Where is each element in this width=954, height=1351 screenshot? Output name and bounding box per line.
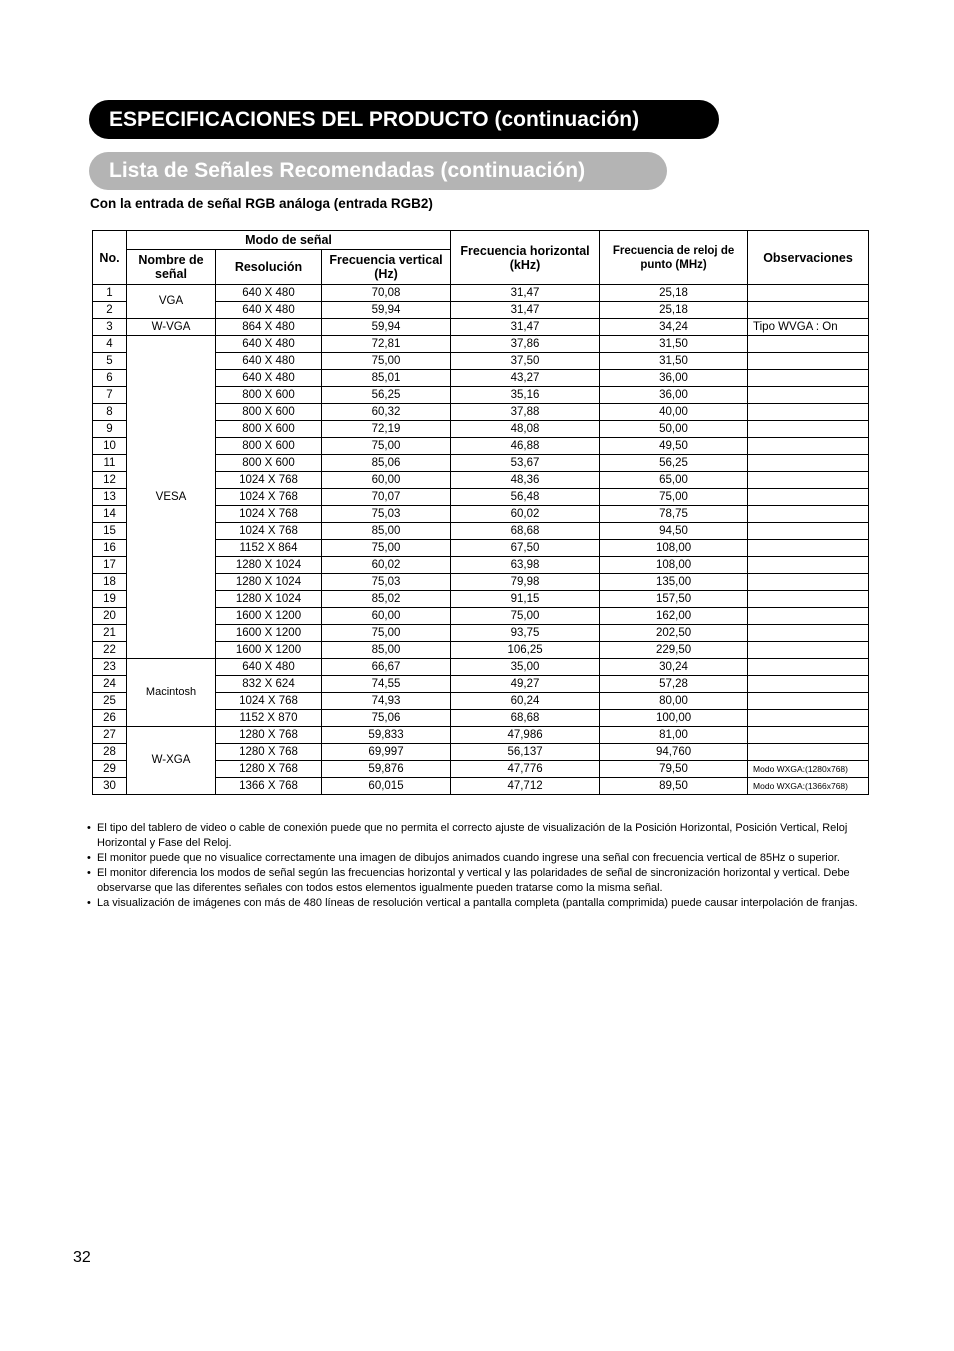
cell-resolution: 864 X 480 — [216, 319, 322, 336]
cell-resolution: 1152 X 864 — [216, 540, 322, 557]
cell-clock: 80,00 — [600, 693, 748, 710]
cell-no: 2 — [93, 302, 127, 319]
cell-resolution: 1280 X 1024 — [216, 591, 322, 608]
cell-vfreq: 85,00 — [322, 523, 451, 540]
cell-no: 10 — [93, 438, 127, 455]
table-row — [93, 727, 869, 744]
signal-table — [92, 230, 869, 795]
cell-hfreq: 106,25 — [451, 642, 600, 659]
note-text: El tipo del tablero de video o cable de conexión puede que no permita el correcto ajuste de visualización de la Posición Horizontal, Posición Vertical, Reloj Horizontal y Fase del Reloj. — [97, 822, 848, 849]
cell-no: 21 — [93, 625, 127, 642]
cell-hfreq: 37,86 — [451, 336, 600, 353]
cell-resolution: 1600 X 1200 — [216, 625, 322, 642]
cell-hfreq: 47,986 — [451, 727, 600, 744]
bullet-icon: • — [87, 897, 91, 909]
cell-clock: 108,00 — [600, 540, 748, 557]
cell-hfreq: 46,88 — [451, 438, 600, 455]
cell-vfreq: 75,00 — [322, 625, 451, 642]
cell-hfreq: 63,98 — [451, 557, 600, 574]
cell-clock: 78,75 — [600, 506, 748, 523]
cell-hfreq: 68,68 — [451, 710, 600, 727]
section-title: ESPECIFICACIONES DEL PRODUCTO (continuación) — [109, 107, 640, 131]
cell-clock: 94,760 — [600, 744, 748, 761]
cell-no: 3 — [93, 319, 127, 336]
header-hfreq: Frecuencia horizontal (kHz) — [451, 231, 600, 285]
cell-no: 6 — [93, 370, 127, 387]
cell-vfreq: 75,00 — [322, 438, 451, 455]
cell-resolution: 832 X 624 — [216, 676, 322, 693]
cell-notes: Modo WXGA:(1280x768) — [748, 761, 869, 778]
cell-hfreq: 31,47 — [451, 285, 600, 302]
cell-signal-name: VGA — [127, 285, 216, 319]
cell-notes — [748, 455, 869, 472]
cell-hfreq: 56,48 — [451, 489, 600, 506]
cell-clock: 50,00 — [600, 421, 748, 438]
cell-no: 13 — [93, 489, 127, 506]
header-notes: Observaciones — [748, 231, 869, 285]
cell-clock: 79,50 — [600, 761, 748, 778]
cell-clock: 89,50 — [600, 778, 748, 795]
cell-hfreq: 47,776 — [451, 761, 600, 778]
cell-notes — [748, 591, 869, 608]
cell-no: 7 — [93, 387, 127, 404]
cell-hfreq: 60,02 — [451, 506, 600, 523]
cell-vfreq: 70,08 — [322, 285, 451, 302]
cell-resolution: 640 X 480 — [216, 285, 322, 302]
cell-no: 29 — [93, 761, 127, 778]
cell-notes — [748, 744, 869, 761]
cell-no: 11 — [93, 455, 127, 472]
cell-clock: 31,50 — [600, 336, 748, 353]
cell-resolution: 1024 X 768 — [216, 693, 322, 710]
cell-hfreq: 31,47 — [451, 319, 600, 336]
cell-no: 19 — [93, 591, 127, 608]
cell-clock: 157,50 — [600, 591, 748, 608]
cell-vfreq: 59,833 — [322, 727, 451, 744]
cell-clock: 25,18 — [600, 285, 748, 302]
cell-vfreq: 72,81 — [322, 336, 451, 353]
header-no: No. — [93, 231, 127, 285]
cell-no: 18 — [93, 574, 127, 591]
cell-resolution: 800 X 600 — [216, 421, 322, 438]
cell-notes — [748, 421, 869, 438]
cell-resolution: 1280 X 768 — [216, 744, 322, 761]
cell-no: 17 — [93, 557, 127, 574]
cell-vfreq: 59,94 — [322, 319, 451, 336]
page-number: 32 — [73, 1249, 91, 1266]
note-item — [87, 851, 877, 866]
header-resolution: Resolución — [216, 250, 322, 285]
subsection-title-banner — [89, 152, 667, 190]
cell-hfreq: 48,36 — [451, 472, 600, 489]
cell-hfreq: 75,00 — [451, 608, 600, 625]
bullet-icon: • — [87, 867, 91, 879]
cell-notes — [748, 540, 869, 557]
cell-vfreq: 75,06 — [322, 710, 451, 727]
notes-list — [87, 821, 877, 911]
cell-clock: 49,50 — [600, 438, 748, 455]
cell-no: 23 — [93, 659, 127, 676]
cell-clock: 31,50 — [600, 353, 748, 370]
cell-resolution: 640 X 480 — [216, 353, 322, 370]
cell-clock: 34,24 — [600, 319, 748, 336]
cell-vfreq: 59,94 — [322, 302, 451, 319]
cell-vfreq: 85,01 — [322, 370, 451, 387]
note-item — [87, 821, 877, 851]
cell-clock: 202,50 — [600, 625, 748, 642]
cell-vfreq: 69,997 — [322, 744, 451, 761]
cell-notes — [748, 574, 869, 591]
cell-hfreq: 68,68 — [451, 523, 600, 540]
cell-resolution: 1280 X 1024 — [216, 557, 322, 574]
cell-hfreq: 37,50 — [451, 353, 600, 370]
cell-no: 16 — [93, 540, 127, 557]
cell-notes — [748, 506, 869, 523]
cell-resolution: 1152 X 870 — [216, 710, 322, 727]
cell-vfreq: 60,32 — [322, 404, 451, 421]
cell-vfreq: 60,015 — [322, 778, 451, 795]
cell-vfreq: 85,00 — [322, 642, 451, 659]
cell-clock: 40,00 — [600, 404, 748, 421]
cell-hfreq: 49,27 — [451, 676, 600, 693]
cell-hfreq: 37,88 — [451, 404, 600, 421]
cell-no: 27 — [93, 727, 127, 744]
note-text: La visualización de imágenes con más de 480 líneas de resolución vertical a pantalla completa (pantalla comprimida) puede causar interpolación de franjas. — [97, 897, 858, 909]
cell-hfreq: 91,15 — [451, 591, 600, 608]
cell-clock: 30,24 — [600, 659, 748, 676]
cell-vfreq: 60,00 — [322, 608, 451, 625]
cell-resolution: 640 X 480 — [216, 370, 322, 387]
header-signal-name: Nombre de señal — [127, 250, 216, 285]
cell-no: 1 — [93, 285, 127, 302]
cell-no: 5 — [93, 353, 127, 370]
cell-notes — [748, 353, 869, 370]
cell-resolution: 1280 X 768 — [216, 761, 322, 778]
cell-hfreq: 67,50 — [451, 540, 600, 557]
cell-clock: 94,50 — [600, 523, 748, 540]
cell-notes: Tipo WVGA : On — [748, 319, 869, 336]
cell-notes — [748, 370, 869, 387]
cell-no: 9 — [93, 421, 127, 438]
cell-notes — [748, 472, 869, 489]
cell-notes — [748, 659, 869, 676]
table-row — [93, 285, 869, 302]
cell-hfreq: 93,75 — [451, 625, 600, 642]
cell-vfreq: 59,876 — [322, 761, 451, 778]
cell-notes — [748, 404, 869, 421]
cell-vfreq: 85,06 — [322, 455, 451, 472]
cell-clock: 100,00 — [600, 710, 748, 727]
bullet-icon: • — [87, 852, 91, 864]
cell-notes — [748, 438, 869, 455]
cell-resolution: 640 X 480 — [216, 336, 322, 353]
cell-resolution: 800 X 600 — [216, 404, 322, 421]
cell-resolution: 1024 X 768 — [216, 506, 322, 523]
cell-no: 20 — [93, 608, 127, 625]
cell-clock: 25,18 — [600, 302, 748, 319]
cell-no: 24 — [93, 676, 127, 693]
cell-notes — [748, 489, 869, 506]
note-item — [87, 896, 877, 911]
cell-signal-name: W-XGA — [127, 727, 216, 795]
cell-notes — [748, 285, 869, 302]
note-item — [87, 866, 877, 896]
cell-hfreq: 43,27 — [451, 370, 600, 387]
cell-resolution: 640 X 480 — [216, 302, 322, 319]
cell-notes — [748, 336, 869, 353]
cell-notes — [748, 557, 869, 574]
header-mode-group: Modo de señal — [127, 231, 451, 250]
cell-no: 26 — [93, 710, 127, 727]
cell-vfreq: 75,00 — [322, 353, 451, 370]
cell-signal-name: W-VGA — [127, 319, 216, 336]
cell-vfreq: 74,93 — [322, 693, 451, 710]
cell-clock: 81,00 — [600, 727, 748, 744]
cell-clock: 36,00 — [600, 370, 748, 387]
cell-vfreq: 74,55 — [322, 676, 451, 693]
cell-clock: 57,28 — [600, 676, 748, 693]
note-text: El monitor diferencia los modos de señal según las frecuencias horizontal y vertical y las polaridades de señal de sincronización horizontal y vertical. Debe observarse que las diferentes señales con todos estos elementos igualmente pueden tratarse como la misma señal. — [97, 867, 850, 894]
table-heading: Con la entrada de señal RGB análoga (entrada RGB2) — [90, 196, 433, 211]
cell-no: 4 — [93, 336, 127, 353]
cell-vfreq: 56,25 — [322, 387, 451, 404]
cell-resolution: 1280 X 1024 — [216, 574, 322, 591]
cell-clock: 229,50 — [600, 642, 748, 659]
cell-resolution: 800 X 600 — [216, 387, 322, 404]
cell-notes — [748, 608, 869, 625]
cell-resolution: 800 X 600 — [216, 438, 322, 455]
note-text: El monitor puede que no visualice correctamente una imagen de dibujos animados cuando ingrese una señal con frecuencia vertical de 85Hz o superior. — [97, 852, 840, 864]
cell-no: 22 — [93, 642, 127, 659]
cell-hfreq: 60,24 — [451, 693, 600, 710]
bullet-icon: • — [87, 822, 91, 834]
cell-no: 30 — [93, 778, 127, 795]
cell-signal-name: VESA — [127, 336, 216, 659]
cell-vfreq: 75,00 — [322, 540, 451, 557]
cell-no: 8 — [93, 404, 127, 421]
cell-notes — [748, 642, 869, 659]
cell-vfreq: 72,19 — [322, 421, 451, 438]
cell-resolution: 800 X 600 — [216, 455, 322, 472]
cell-resolution: 1366 X 768 — [216, 778, 322, 795]
cell-vfreq: 60,00 — [322, 472, 451, 489]
table-row — [93, 336, 869, 353]
cell-hfreq: 31,47 — [451, 302, 600, 319]
cell-no: 14 — [93, 506, 127, 523]
cell-notes — [748, 710, 869, 727]
cell-hfreq: 35,16 — [451, 387, 600, 404]
cell-clock: 135,00 — [600, 574, 748, 591]
cell-hfreq: 56,137 — [451, 744, 600, 761]
cell-hfreq: 35,00 — [451, 659, 600, 676]
cell-resolution: 1024 X 768 — [216, 523, 322, 540]
cell-no: 25 — [93, 693, 127, 710]
cell-hfreq: 47,712 — [451, 778, 600, 795]
cell-clock: 65,00 — [600, 472, 748, 489]
section-title-banner — [89, 100, 719, 139]
cell-hfreq: 48,08 — [451, 421, 600, 438]
table-row — [93, 659, 869, 676]
cell-vfreq: 75,03 — [322, 506, 451, 523]
cell-no: 28 — [93, 744, 127, 761]
cell-notes — [748, 727, 869, 744]
cell-vfreq: 85,02 — [322, 591, 451, 608]
cell-resolution: 1024 X 768 — [216, 489, 322, 506]
cell-vfreq: 70,07 — [322, 489, 451, 506]
cell-vfreq: 66,67 — [322, 659, 451, 676]
cell-notes — [748, 302, 869, 319]
cell-notes: Modo WXGA:(1366x768) — [748, 778, 869, 795]
cell-clock: 56,25 — [600, 455, 748, 472]
header-vfreq: Frecuencia vertical (Hz) — [322, 250, 451, 285]
cell-clock: 75,00 — [600, 489, 748, 506]
cell-resolution: 1024 X 768 — [216, 472, 322, 489]
header-clock: Frecuencia de reloj de punto (MHz) — [600, 231, 748, 285]
subsection-title: Lista de Señales Recomendadas (continuación) — [109, 159, 586, 182]
cell-notes — [748, 387, 869, 404]
signal-table-body — [93, 285, 869, 795]
cell-signal-name: Macintosh — [127, 659, 216, 727]
cell-resolution: 1600 X 1200 — [216, 608, 322, 625]
cell-notes — [748, 693, 869, 710]
cell-vfreq: 75,03 — [322, 574, 451, 591]
cell-no: 12 — [93, 472, 127, 489]
cell-vfreq: 60,02 — [322, 557, 451, 574]
table-row — [93, 319, 869, 336]
cell-resolution: 640 X 480 — [216, 659, 322, 676]
cell-clock: 36,00 — [600, 387, 748, 404]
cell-hfreq: 79,98 — [451, 574, 600, 591]
cell-resolution: 1600 X 1200 — [216, 642, 322, 659]
cell-clock: 162,00 — [600, 608, 748, 625]
cell-clock: 108,00 — [600, 557, 748, 574]
cell-notes — [748, 625, 869, 642]
cell-no: 15 — [93, 523, 127, 540]
cell-notes — [748, 523, 869, 540]
cell-hfreq: 53,67 — [451, 455, 600, 472]
cell-resolution: 1280 X 768 — [216, 727, 322, 744]
cell-notes — [748, 676, 869, 693]
